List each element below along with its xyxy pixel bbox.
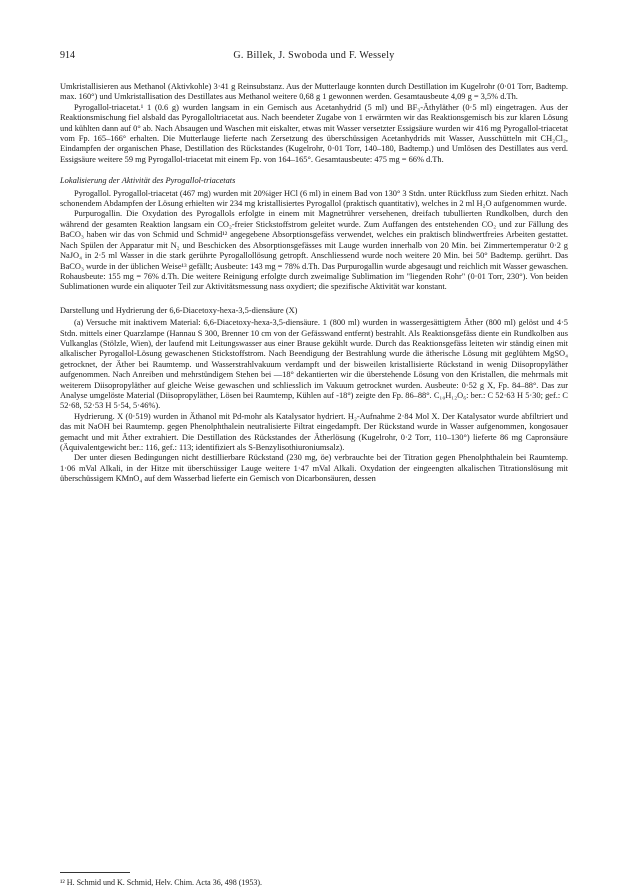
page-header (60, 50, 568, 64)
paragraph-purpurogallin: Purpurogallin. Die Oxydation des Pyrogallols erfolgte in einem mit Magnetrührer versehenen, dreifach tubullierten Rundkolben, durch den während der gesamten Reaktion langsam ein CO₂-freier Stickstoffstrom geleitet wurde. Zum Auffangen des entstehenden CO₂ und zur Fällung des BaCO₃ haben wir das von Schmid und Schmid¹² angegebene Absorptionsgefäss verwendet, welches ein praktisch blindwertfreies Arbeiten gestattet. Nach Spülen der Apparatur mit N₂ und Beschicken des Absorptionsgefässes mit Lauge wurden innerhalb von 20 Min. bei Zimmertemperatur 0·2 g NaJO₄ in 2·5 ml Wasser in die stark gerührte Pyrogallollösung getropft. Anschliessend wurde noch weitere 20 Min. bei 50° Badtemp. gerührt. Das BaCO₃ wurde in der üblichen Weise¹³ gefällt; Ausbeute: 143 mg = 78% d.Th. Das Purpurogallin wurde abgesaugt und reichlich mit Wasser gewaschen. Rohausbeute: 155 mg = 76% d.Th. Die weitere Reinigung erfolgte durch zweimalige Sublimation im "liegenden Rohr" (0·01 Torr, 230°). Von beiden Sublimationen wurde ein aliquoter Teil zur Aktivitätsmessung nass oxydiert; die spezifische Aktivität war konstant. (60, 209, 568, 292)
paragraph-umkristallisieren: Umkristallisieren aus Methanol (Aktivkohle) 3·41 g Reinsubstanz. Aus der Mutterlauge konnten durch Destillation im Kugelrohr (0·01 Torr, Badtemp. max. 160°) und Umkristallisation des Destillates aus Methanol weitere 0,68 g 1 gewonnen werden. Gesamtausbeute 4,09 g = 3,5% d.Th. (60, 82, 568, 102)
section-heading-darstellung: Darstellung und Hydrierung der 6,6-Diacetoxy-hexa-3,5-diensäure (X) (60, 305, 298, 315)
footnote-12: ¹² H. Schmid und K. Schmid, Helv. Chim. Acta 36, 498 (1953). (60, 878, 263, 887)
page-number: 914 (60, 50, 75, 61)
footnote-divider (60, 872, 130, 873)
paragraph-pyrogallol-triacetat: Pyrogallol-triacetat.¹ 1 (0.6 g) wurden langsam in ein Gemisch aus Acetanhydrid (5 ml) und BF₃-Äthyläther (0·5 ml) eingetragen. Aus der Reaktionsmischung fiel alsbald das Pyrogalloltriacetat aus. Nach beendeter Zugabe von 1 erwärmten wir das Reaktionsgemisch bis zur klaren Lösung und kühlten dann auf 0° ab. Nach Absaugen und Waschen mit eiskalter, etwas mit Wasser versetzter Essigsäure wurden wir 416 mg Pyrogallol-triacetat vom Fp. 165–166° erhalten. Die Mutterlauge lieferte nach Zersetzung des überschüssigen Acetanhydrids mit Wasser, Ausschütteln mit CH₂Cl₂, Eindampfen der organischen Phase, Destillation des Rückstandes (Kugelrohr, 0·01 Torr, 140–180, Badtemp.) und Umlösen des Destillates aus verd. Essigsäure weitere 59 mg Pyrogallol-triacetat mit einem Fp. von 164–165°. Gesamtausbeute: 475 mg = 66% d.Th. (60, 102, 568, 164)
article-body (60, 82, 568, 485)
paragraph-pyrogallol: Pyrogallol. Pyrogallol-triacetat (467 mg) wurden mit 20%iger HCl (6 ml) in einem Bad von 130° 3 Stdn. unter Rückfluss zum Sieden erhitzt. Nach schonendem Abdampfen der Lösung erhielten wir 234 mg kristallisiertes Pyrogallol (praktisch quantitativ), welches in 2 ml H₂O aufgenommen wurde. (60, 188, 568, 209)
running-title: G. Billek, J. Swoboda und F. Wessely (233, 50, 395, 61)
paragraph-versuche-inaktiv: (a) Versuche mit inaktivem Material: 6,6-Diacetoxy-hexa-3,5-diensäure. 1 (800 ml) wurden in wassergesättigtem Äther (800 ml) gelöst und 4·5 Stdn. mittels einer Quarzlampe (Hannau S 300, Brenner 10 cm von der Gefässwand entfernt) bestrahlt. Als Reaktionsgefäss diente ein Rundkolben aus Vulkanglas (Stölzle, Wien), der laufend mit Leitungswasser aus einer Brause gekühlt wurde. Durch das Reaktionsgefäss leiteten wir ständig einen mit alkalischer Pyrogallol-Lösung gewaschenen Stickstoffstrom. Nach Beendigung der Bestrahlung wurde die ätherische Lösung mit geglühtem MgSO₄ getrocknet, der Äther bei Raumtemp. und Wasserstrahlvakuum verdampft und der bisweilen kristallisierte Rückstand in wenig Diisopropyläther aufgenommen. Nach Anreiben und mehrstündigem Stehen bei —18° dekantierten wir die überstehende Lösung von den Kristallen, die mehrmals mit weiterem Diisopropyläther auf gleiche Weise gewaschen und schliesslich im Vakuum getrocknet wurden. Ausbeute: 0·52 g X, Fp. 84–88°. Das zur Analyse umgelöste Material (Diisopropyläther, Lösen bei Raumtemp, Kühlen auf -18°) zeigte den Fp. 86–88°. C₁₀H₁₂O₆: ber.: C 52·63 H 5·30; gef.: C 52·68, 52·53 H 5·54, 5·46%). (60, 318, 568, 411)
paragraph-rueckstand: Der unter diesen Bedingungen nicht destillierbare Rückstand (230 mg, öe) verbrauchte bei der Titration gegen Phenolphthalein bei Raumtemp. 1·06 mVal Alkali, in der Hitze mit überschüssiger Lauge weitere 1·47 mVal Alkali. Oxydation der eingeengten alkalischen Titrationslösung mit überschüssigem KMnO₄ auf dem Wasserbad lieferte ein Gemisch von Dicarbonsäuren, dessen (60, 453, 568, 484)
section-heading-lokalisierung: Lokalisierung der Aktivität des Pyrogallol-triacetats (60, 176, 236, 186)
paragraph-hydrierung: Hydrierung. X (0·519) wurden in Äthanol mit Pd-mohr als Katalysator hydriert. H₂-Aufnahme 2·84 Mol X. Der Katalysator wurde abfiltriert und das mit NaOH bei Raumtemp. gegen Phenolphthalein neutralisierte Filtrat eingedampft. Der Rückstand wurde in Wasser aufgenommen, kongosauer gemacht und mit Äther extrahiert. Die Destillation des Rückstandes der Ätherlösung (Kugelrohr, 0·2 Torr, 110–130°) lieferte 86 mg Capronsäure (Äquivalentgewicht ber.: 116, gef.: 113; identifiziert als S-Benzylisothiuroniumsalz). (60, 411, 568, 452)
